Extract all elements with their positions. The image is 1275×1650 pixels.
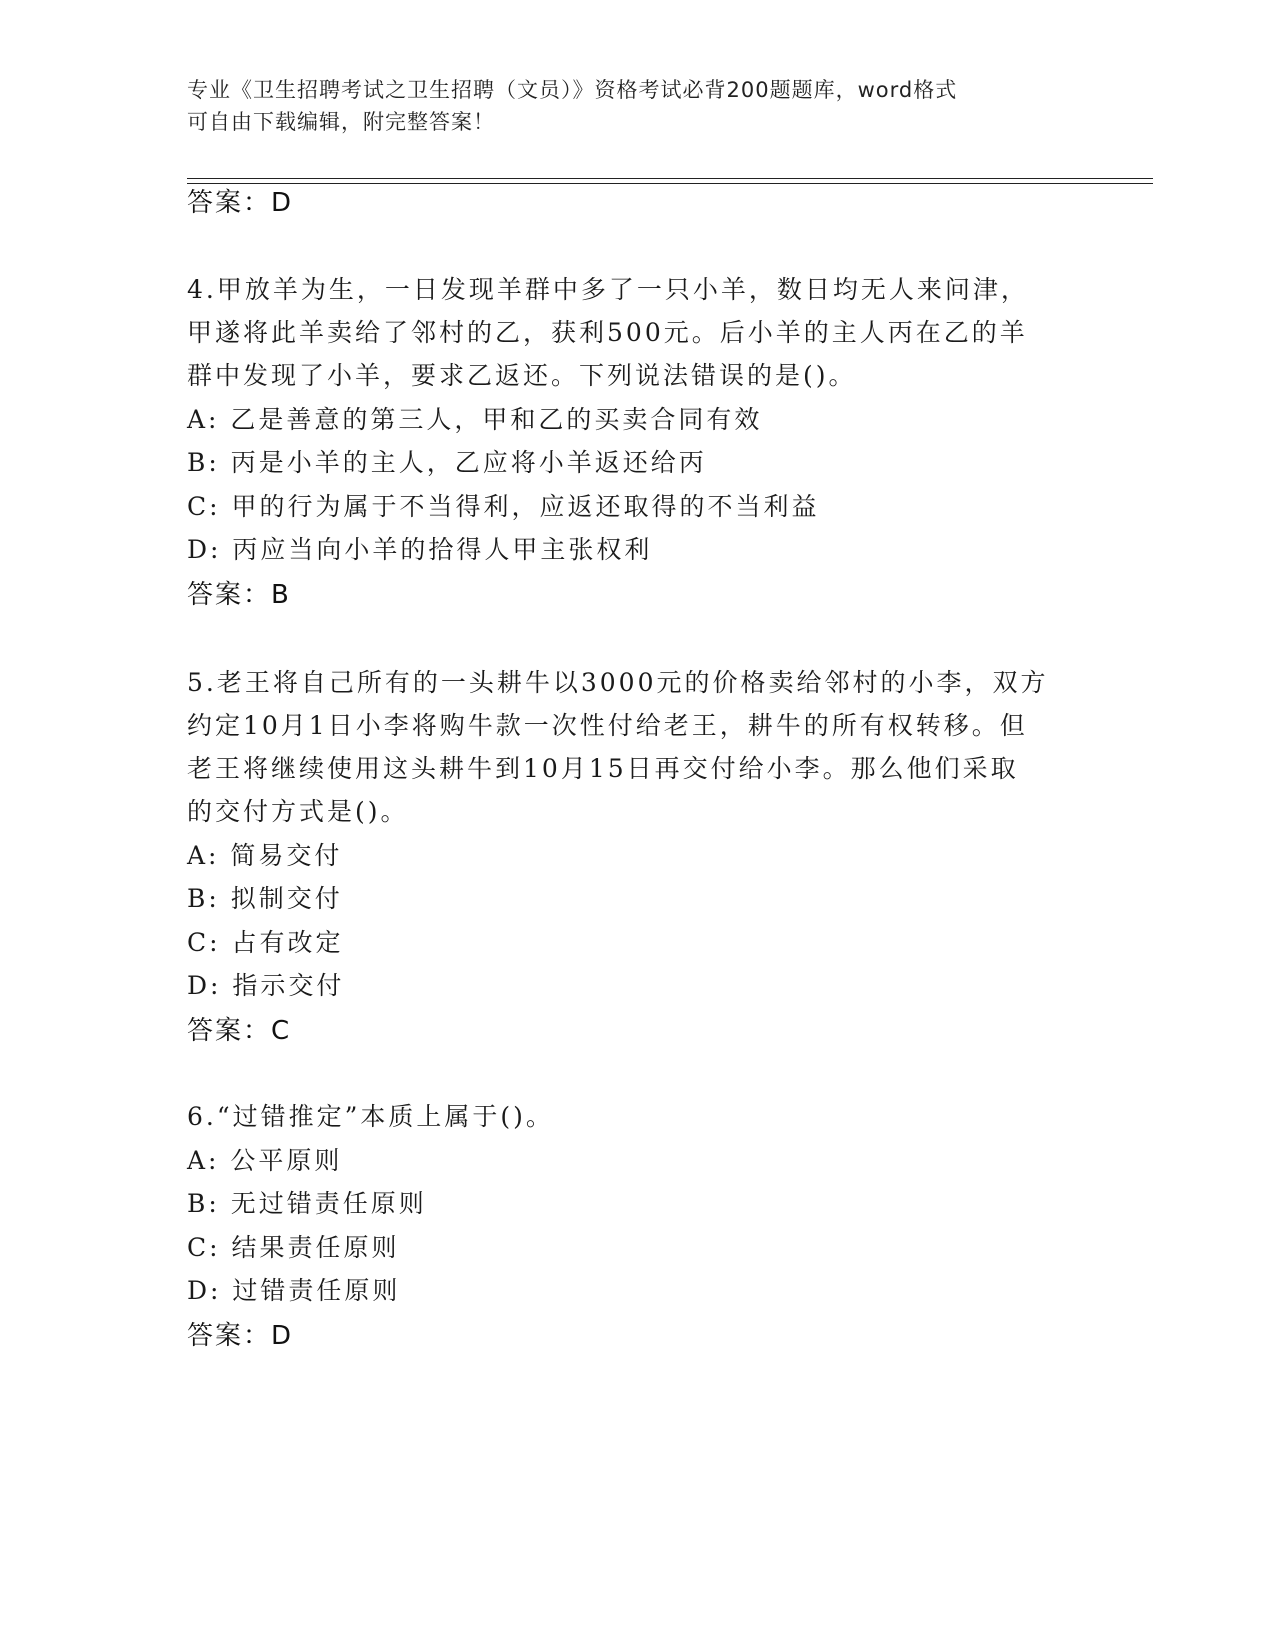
document-header — [187, 74, 1067, 138]
question-5-option-b: B: 拟制交付 — [187, 884, 343, 913]
question-6-option-c: C: 结果责任原则 — [187, 1233, 400, 1262]
question-4-line-3: 群中发现了小羊，要求乙返还。下列说法错误的是()。 — [187, 361, 857, 390]
header-rule-bottom — [187, 183, 1153, 184]
question-4-option-a: A: 乙是善意的第三人，甲和乙的买卖合同有效 — [187, 405, 763, 434]
previous-answer: 答案：D — [187, 188, 294, 218]
question-4-line-1: 4.甲放羊为生，一日发现羊群中多了一只小羊，数日均无人来问津， — [187, 275, 1029, 304]
question-6-option-d: D: 过错责任原则 — [187, 1276, 401, 1305]
header-line-1: 专业《卫生招聘考试之卫生招聘（文员）》资格考试必背200题题库，word格式 — [187, 78, 958, 102]
question-4-answer: 答案：B — [187, 580, 291, 610]
header-line-2: 可自由下载编辑，附完整答案！ — [187, 110, 495, 134]
question-5-answer: 答案：C — [187, 1016, 292, 1046]
question-5-line-4: 的交付方式是()。 — [187, 797, 409, 826]
question-6-option-b: B: 无过错责任原则 — [187, 1189, 427, 1218]
question-4-option-d: D: 丙应当向小羊的拾得人甲主张权利 — [187, 535, 653, 564]
question-6-answer: 答案：D — [187, 1321, 294, 1351]
question-6-option-a: A: 公平原则 — [187, 1146, 343, 1175]
question-5-line-1: 5.老王将自己所有的一头耕牛以3000元的价格卖给邻村的小李，双方 — [187, 668, 1049, 697]
question-5-option-d: D: 指示交付 — [187, 971, 345, 1000]
question-5-line-3: 老王将继续使用这头耕牛到10月15日再交付给小李。那么他们采取 — [187, 754, 1019, 783]
question-6-line-1: 6.“过错推定”本质上属于()。 — [187, 1102, 554, 1131]
question-4-option-b: B: 丙是小羊的主人，乙应将小羊返还给丙 — [187, 448, 707, 477]
question-5-line-2: 约定10月1日小李将购牛款一次性付给老王，耕牛的所有权转移。但 — [187, 711, 1028, 740]
question-5-option-c: C: 占有改定 — [187, 928, 344, 957]
question-4-line-2: 甲遂将此羊卖给了邻村的乙，获利500元。后小羊的主人丙在乙的羊 — [187, 318, 1028, 347]
question-4-option-c: C: 甲的行为属于不当得利，应返还取得的不当利益 — [187, 492, 820, 521]
question-5-option-a: A: 简易交付 — [187, 841, 343, 870]
header-rule-top — [187, 178, 1153, 179]
